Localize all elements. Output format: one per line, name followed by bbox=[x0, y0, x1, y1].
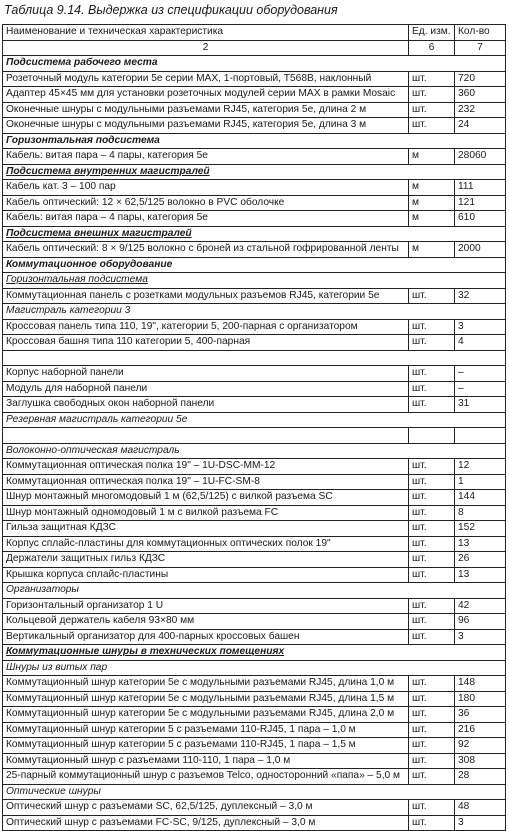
section-title: Коммутационное оборудование bbox=[3, 257, 506, 273]
item-qty: 308 bbox=[455, 753, 506, 769]
item-name: Кроссовая башня типа 110 категории 5, 400-парная bbox=[3, 335, 409, 351]
table-row bbox=[3, 335, 506, 351]
item-unit: шт. bbox=[409, 676, 455, 692]
section-title: Оптические шнуры bbox=[3, 784, 506, 800]
item-name: Кабель кат. 3 – 100 пар bbox=[3, 180, 409, 196]
item-name: Коммутационная оптическая полка 19" – 1U-DSC-MM-12 bbox=[3, 459, 409, 475]
table-row bbox=[3, 769, 506, 785]
item-unit: шт. bbox=[409, 102, 455, 118]
table-row bbox=[3, 87, 506, 103]
item-unit: шт. bbox=[409, 87, 455, 103]
table-row bbox=[3, 753, 506, 769]
section-row bbox=[3, 784, 506, 800]
table-row bbox=[3, 815, 506, 831]
item-unit: м bbox=[409, 211, 455, 227]
item-qty: 121 bbox=[455, 195, 506, 211]
table-row bbox=[3, 614, 506, 630]
item-name: Держатели защитных гильз КДЗС bbox=[3, 552, 409, 568]
item-unit: шт. bbox=[409, 598, 455, 614]
item-qty: 96 bbox=[455, 614, 506, 630]
section-row bbox=[3, 645, 506, 661]
item-qty: 28 bbox=[455, 769, 506, 785]
table-body bbox=[3, 56, 506, 831]
table-row bbox=[3, 738, 506, 754]
section-title: Горизонтальная подсистема bbox=[3, 133, 506, 149]
item-qty: 148 bbox=[455, 676, 506, 692]
header-unit: Ед. изм. bbox=[409, 25, 455, 41]
item-name: Коммутационная панель с розетками модульных разъемов RJ45, категории 5е bbox=[3, 288, 409, 304]
section-title: Шнуры из витых пар bbox=[3, 660, 506, 676]
section-title: Магистраль категории 3 bbox=[3, 304, 506, 320]
item-qty: 144 bbox=[455, 490, 506, 506]
item-unit: шт. bbox=[409, 753, 455, 769]
section-row bbox=[3, 164, 506, 180]
table-row bbox=[3, 505, 506, 521]
item-unit: шт. bbox=[409, 319, 455, 335]
item-qty: 26 bbox=[455, 552, 506, 568]
item-name: Модуль для наборной панели bbox=[3, 381, 409, 397]
table-row bbox=[3, 195, 506, 211]
item-unit: шт. bbox=[409, 629, 455, 645]
item-name: Оконечные шнуры с модульными разъемами RJ45, категория 5е, длина 3 м bbox=[3, 118, 409, 134]
table-row bbox=[3, 381, 506, 397]
table-row bbox=[3, 149, 506, 165]
item-qty: 3 bbox=[455, 319, 506, 335]
section-row bbox=[3, 257, 506, 273]
item-qty: 180 bbox=[455, 691, 506, 707]
section-title: Подсистема внешних магистралей bbox=[3, 226, 506, 242]
item-unit: м bbox=[409, 242, 455, 258]
item-qty: 13 bbox=[455, 536, 506, 552]
section-title: Волоконно-оптическая магистраль bbox=[3, 443, 506, 459]
item-name: Корпус сплайс-пластины для коммутационных оптических полок 19" bbox=[3, 536, 409, 552]
table-row bbox=[3, 71, 506, 87]
item-unit: шт. bbox=[409, 614, 455, 630]
item-name: Кроссовая панель типа 110, 19", категории 5, 200-парная с организатором bbox=[3, 319, 409, 335]
table-row bbox=[3, 722, 506, 738]
item-unit: шт. bbox=[409, 381, 455, 397]
specification-table bbox=[2, 24, 506, 831]
item-qty: 3 bbox=[455, 815, 506, 831]
header-row bbox=[3, 25, 506, 41]
item-qty: 42 bbox=[455, 598, 506, 614]
section-title: Коммутационные шнуры в технических помещениях bbox=[3, 645, 506, 661]
item-name: Кольцевой держатель кабеля 93×80 мм bbox=[3, 614, 409, 630]
item-name: Кабель: витая пара – 4 пары, категория 5е bbox=[3, 211, 409, 227]
item-unit: шт. bbox=[409, 288, 455, 304]
item-unit: шт. bbox=[409, 738, 455, 754]
table-row bbox=[3, 536, 506, 552]
item-qty bbox=[455, 428, 506, 444]
item-qty: 36 bbox=[455, 707, 506, 723]
table-row bbox=[3, 552, 506, 568]
item-name: Горизонтальный организатор 1 U bbox=[3, 598, 409, 614]
item-name bbox=[3, 428, 409, 444]
section-row bbox=[3, 583, 506, 599]
item-qty: 31 bbox=[455, 397, 506, 413]
table-row bbox=[3, 490, 506, 506]
item-unit: шт. bbox=[409, 459, 455, 475]
item-unit: шт. bbox=[409, 397, 455, 413]
section-row bbox=[3, 660, 506, 676]
item-name: Коммутационная оптическая полка 19" – 1U-FC-SM-8 bbox=[3, 474, 409, 490]
table-row bbox=[3, 428, 506, 444]
item-qty: 360 bbox=[455, 87, 506, 103]
table-row bbox=[3, 521, 506, 537]
item-name: Крышка корпуса сплайс-пластины bbox=[3, 567, 409, 583]
table-row bbox=[3, 211, 506, 227]
header-qty: Кол-во bbox=[455, 25, 506, 41]
section-row bbox=[3, 56, 506, 72]
table-row bbox=[3, 397, 506, 413]
item-unit: шт. bbox=[409, 815, 455, 831]
item-name: Оконечные шнуры с модульными разъемами RJ45, категория 5е, длина 2 м bbox=[3, 102, 409, 118]
item-unit: шт. bbox=[409, 505, 455, 521]
item-unit: шт. bbox=[409, 474, 455, 490]
item-qty: 610 bbox=[455, 211, 506, 227]
item-unit: шт. bbox=[409, 536, 455, 552]
item-name: 25-парный коммутационный шнур с разъемов Telco, односторонний «папа» – 5,0 м bbox=[3, 769, 409, 785]
item-qty: 1 bbox=[455, 474, 506, 490]
header-name: Наименование и техническая характеристика bbox=[3, 25, 409, 41]
item-qty: – bbox=[455, 366, 506, 382]
item-qty: 32 bbox=[455, 288, 506, 304]
item-qty: 92 bbox=[455, 738, 506, 754]
item-name: Кабель: витая пара – 4 пары, категория 5е bbox=[3, 149, 409, 165]
item-qty: 111 bbox=[455, 180, 506, 196]
item-name: Шнур монтажный одномодовый 1 м с вилкой разъема FC bbox=[3, 505, 409, 521]
item-qty: 8 bbox=[455, 505, 506, 521]
table-row bbox=[3, 366, 506, 382]
item-unit: шт. bbox=[409, 567, 455, 583]
section-title: Организаторы bbox=[3, 583, 506, 599]
table-row bbox=[3, 102, 506, 118]
section-row bbox=[3, 226, 506, 242]
item-unit: шт. bbox=[409, 800, 455, 816]
table-row bbox=[3, 474, 506, 490]
column-number-row bbox=[3, 40, 506, 56]
table-row bbox=[3, 319, 506, 335]
item-qty: 48 bbox=[455, 800, 506, 816]
item-unit: шт. bbox=[409, 722, 455, 738]
section-row bbox=[3, 133, 506, 149]
item-unit: шт. bbox=[409, 769, 455, 785]
colnum-name: 2 bbox=[3, 40, 409, 56]
item-name: Кабель оптический: 8 × 9/125 волокно с броней из стальной гофрированной ленты bbox=[3, 242, 409, 258]
item-qty: 2000 bbox=[455, 242, 506, 258]
item-qty: 12 bbox=[455, 459, 506, 475]
section-title: Горизонтальная подсистема bbox=[3, 273, 506, 289]
table-row bbox=[3, 180, 506, 196]
item-name: Шнур монтажный многомодовый 1 м (62,5/125) с вилкой разъема SC bbox=[3, 490, 409, 506]
section-row bbox=[3, 350, 506, 366]
table-row bbox=[3, 459, 506, 475]
item-unit: шт. bbox=[409, 490, 455, 506]
item-qty: 28060 bbox=[455, 149, 506, 165]
item-qty: – bbox=[455, 381, 506, 397]
item-qty: 24 bbox=[455, 118, 506, 134]
table-row bbox=[3, 598, 506, 614]
item-name: Заглушка свободных окон наборной панели bbox=[3, 397, 409, 413]
colnum-qty: 7 bbox=[455, 40, 506, 56]
item-name: Корпус наборной панели bbox=[3, 366, 409, 382]
item-unit: шт. bbox=[409, 366, 455, 382]
section-row bbox=[3, 412, 506, 428]
item-unit: шт. bbox=[409, 521, 455, 537]
item-name: Адаптер 45×45 мм для установки розеточных модулей серии MAX в рамки Mosaic bbox=[3, 87, 409, 103]
item-qty: 3 bbox=[455, 629, 506, 645]
item-name: Коммутационный шнур категории 5 с разъемами 110-RJ45, 1 пара – 1,5 м bbox=[3, 738, 409, 754]
section-title bbox=[3, 350, 506, 366]
item-unit: м bbox=[409, 195, 455, 211]
item-unit: шт. bbox=[409, 691, 455, 707]
item-name: Коммутационный шнур категории 5е с модульными разъемами RJ45, длина 1,0 м bbox=[3, 676, 409, 692]
section-row bbox=[3, 273, 506, 289]
item-name: Гильза защитная КДЗС bbox=[3, 521, 409, 537]
section-title: Резервная магистраль категории 5е bbox=[3, 412, 506, 428]
item-qty: 152 bbox=[455, 521, 506, 537]
table-row bbox=[3, 800, 506, 816]
item-unit: м bbox=[409, 149, 455, 165]
table-row bbox=[3, 707, 506, 723]
item-unit: шт. bbox=[409, 707, 455, 723]
table-row bbox=[3, 691, 506, 707]
item-qty: 13 bbox=[455, 567, 506, 583]
item-name: Вертикальный организатор для 400-парных кроссовых башен bbox=[3, 629, 409, 645]
item-qty: 216 bbox=[455, 722, 506, 738]
item-name: Коммутационный шнур категории 5е с модульными разъемами RJ45, длина 2,0 м bbox=[3, 707, 409, 723]
item-unit: шт. bbox=[409, 552, 455, 568]
colnum-unit: 6 bbox=[409, 40, 455, 56]
section-row bbox=[3, 304, 506, 320]
item-name: Оптический шнур с разъемами FC-SC, 9/125, дуплексный – 3,0 м bbox=[3, 815, 409, 831]
section-title: Подсистема рабочего места bbox=[3, 56, 506, 72]
table-row bbox=[3, 567, 506, 583]
item-qty: 4 bbox=[455, 335, 506, 351]
item-unit bbox=[409, 428, 455, 444]
table-row bbox=[3, 629, 506, 645]
item-unit: м bbox=[409, 180, 455, 196]
item-name: Коммутационный шнур категории 5е с модульными разъемами RJ45, длина 1,5 м bbox=[3, 691, 409, 707]
table-caption: Таблица 9.14. Выдержка из спецификации оборудования bbox=[4, 3, 338, 17]
table-row bbox=[3, 288, 506, 304]
item-qty: 232 bbox=[455, 102, 506, 118]
item-name: Кабель оптический: 12 × 62,5/125 волокно в PVC оболочке bbox=[3, 195, 409, 211]
item-name: Розеточный модуль категории 5е серии MAX, 1-портовый, T568B, наклонный bbox=[3, 71, 409, 87]
item-name: Оптический шнур с разъемами SC, 62,5/125, дуплексный – 3,0 м bbox=[3, 800, 409, 816]
item-name: Коммутационный шнур категории 5 с разъемами 110-RJ45, 1 пара – 1,0 м bbox=[3, 722, 409, 738]
item-unit: шт. bbox=[409, 118, 455, 134]
section-title: Подсистема внутренних магистралей bbox=[3, 164, 506, 180]
table-row bbox=[3, 242, 506, 258]
section-row bbox=[3, 443, 506, 459]
item-qty: 720 bbox=[455, 71, 506, 87]
item-unit: шт. bbox=[409, 335, 455, 351]
table-row bbox=[3, 676, 506, 692]
item-name: Коммутационный шнур с разъемами 110-110, 1 пара – 1,0 м bbox=[3, 753, 409, 769]
item-unit: шт. bbox=[409, 71, 455, 87]
table-row bbox=[3, 118, 506, 134]
